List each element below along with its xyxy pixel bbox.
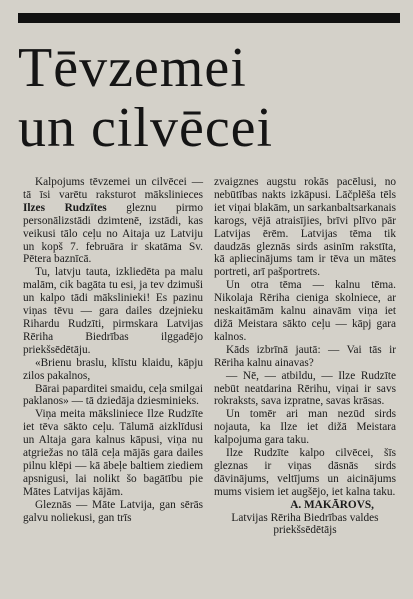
right-column	[214, 176, 396, 536]
artist-name: Ilzes Rudzītes	[23, 201, 107, 214]
paragraph: zvaigznes augstu rokās pacēlusi, no nebūtības nakts izkāpusi. Lāčplēša tēls iet viņai blakām, un sarkanbaltsarkanais karogs, vējā atraisījies, brīvi plīvo pār Latvijas ērēm. Latvijas tēma tik daudzās gleznās sirds asinīm rakstīta, kā apliecinājums tam ir tēva un mātes portreti, arī pašportrets.	[214, 176, 396, 279]
paragraph: Un otra tēma — kalnu tēma. Nikolaja Rēriha cieniga skolniece, ar neskaitāmām kalnu ainavām viņa iet dižā Meistara sākto ceļu — kāpj gara kalnos.	[214, 279, 396, 343]
paragraph: Ilze Rudzīte kalpo cilvēcei, šīs gleznas ir viņas dāsnās sirds dāvinājums, veltījums un aicinājums mums visiem iet augšējo, iet kalna taku.	[214, 447, 396, 498]
headline-line-1: Tēvzemei	[18, 37, 247, 99]
author-name: A. MAKĀROVS,	[290, 498, 374, 511]
paragraph-text: Kalpojums tēvzemei un cilvēcei — tā īsi varētu raksturot mākslinieces	[23, 176, 203, 201]
paragraph: Tu, latvju tauta, izkliedēta pa malu malām, cik bagāta tu esi, ja tev dzimuši un kalpo tādi mākslinieki! Es pazinu viņas tēvu — gara dailes dzejnieku Rihardu Rudzīti, pirmskara Latvijas Rēriha Biedrības ilggadējo priekšsēdētāju.	[23, 266, 203, 356]
author-role: Latvijas Rēriha Biedrības valdes priekšsēdētājs	[231, 511, 379, 536]
paragraph	[23, 176, 203, 266]
paragraph: Viņa meita māksliniece Ilze Rudzīte iet tēva sākto ceļu. Tālumā aizklīdusi un Altaja gara kalnus kāpusi, viņa nu atgriežas no tālā ceļa mājās gara dailes pilnu klēpi — kā ābeļe baltiem ziediem apsnigusi, lai nolikt šo bagātību pie Mātes Latvijas kājām.	[23, 408, 203, 498]
poem-quote: Bārai paparditei smaidu, ceļa smilgai paklanos» — tā dziedāja dziesminieks.	[23, 382, 203, 408]
poem-quote: «Brienu braslu, klīstu klaidu, kāpju zilos pakalnos,	[23, 356, 203, 382]
paragraph: Kāds izbrīnā jautā: — Vai tās ir Rēriha kalnu ainavas?	[214, 343, 396, 369]
left-column	[23, 176, 203, 524]
paragraph-text: gleznu pirmo personālizstādi dzimtenē, izstādi, kas veikusi tālo ceļu no Aitaja uz Latviju un kopš 7. februāra ir skatāma Sv. Pētera baznīcā.	[23, 201, 203, 266]
paragraph: Gleznās — Māte Latvija, gan sērās galvu noliekusi, gan trīs	[23, 498, 203, 524]
header-rule	[18, 13, 400, 23]
article-headline	[18, 38, 398, 158]
headline-line-2: un cilvēcei	[18, 97, 274, 159]
paragraph: Un tomēr ari man nezūd sirds nojauta, ka Ilze iet dižā Meistara kalpojuma gara taku.	[214, 408, 396, 447]
paragraph: — Nē, — atbildu, — Ilze Rudzīte nebūt neatdarina Rērihu, viņai ir savs rokraksts, sava izpratne, savas krāsas.	[214, 369, 396, 408]
